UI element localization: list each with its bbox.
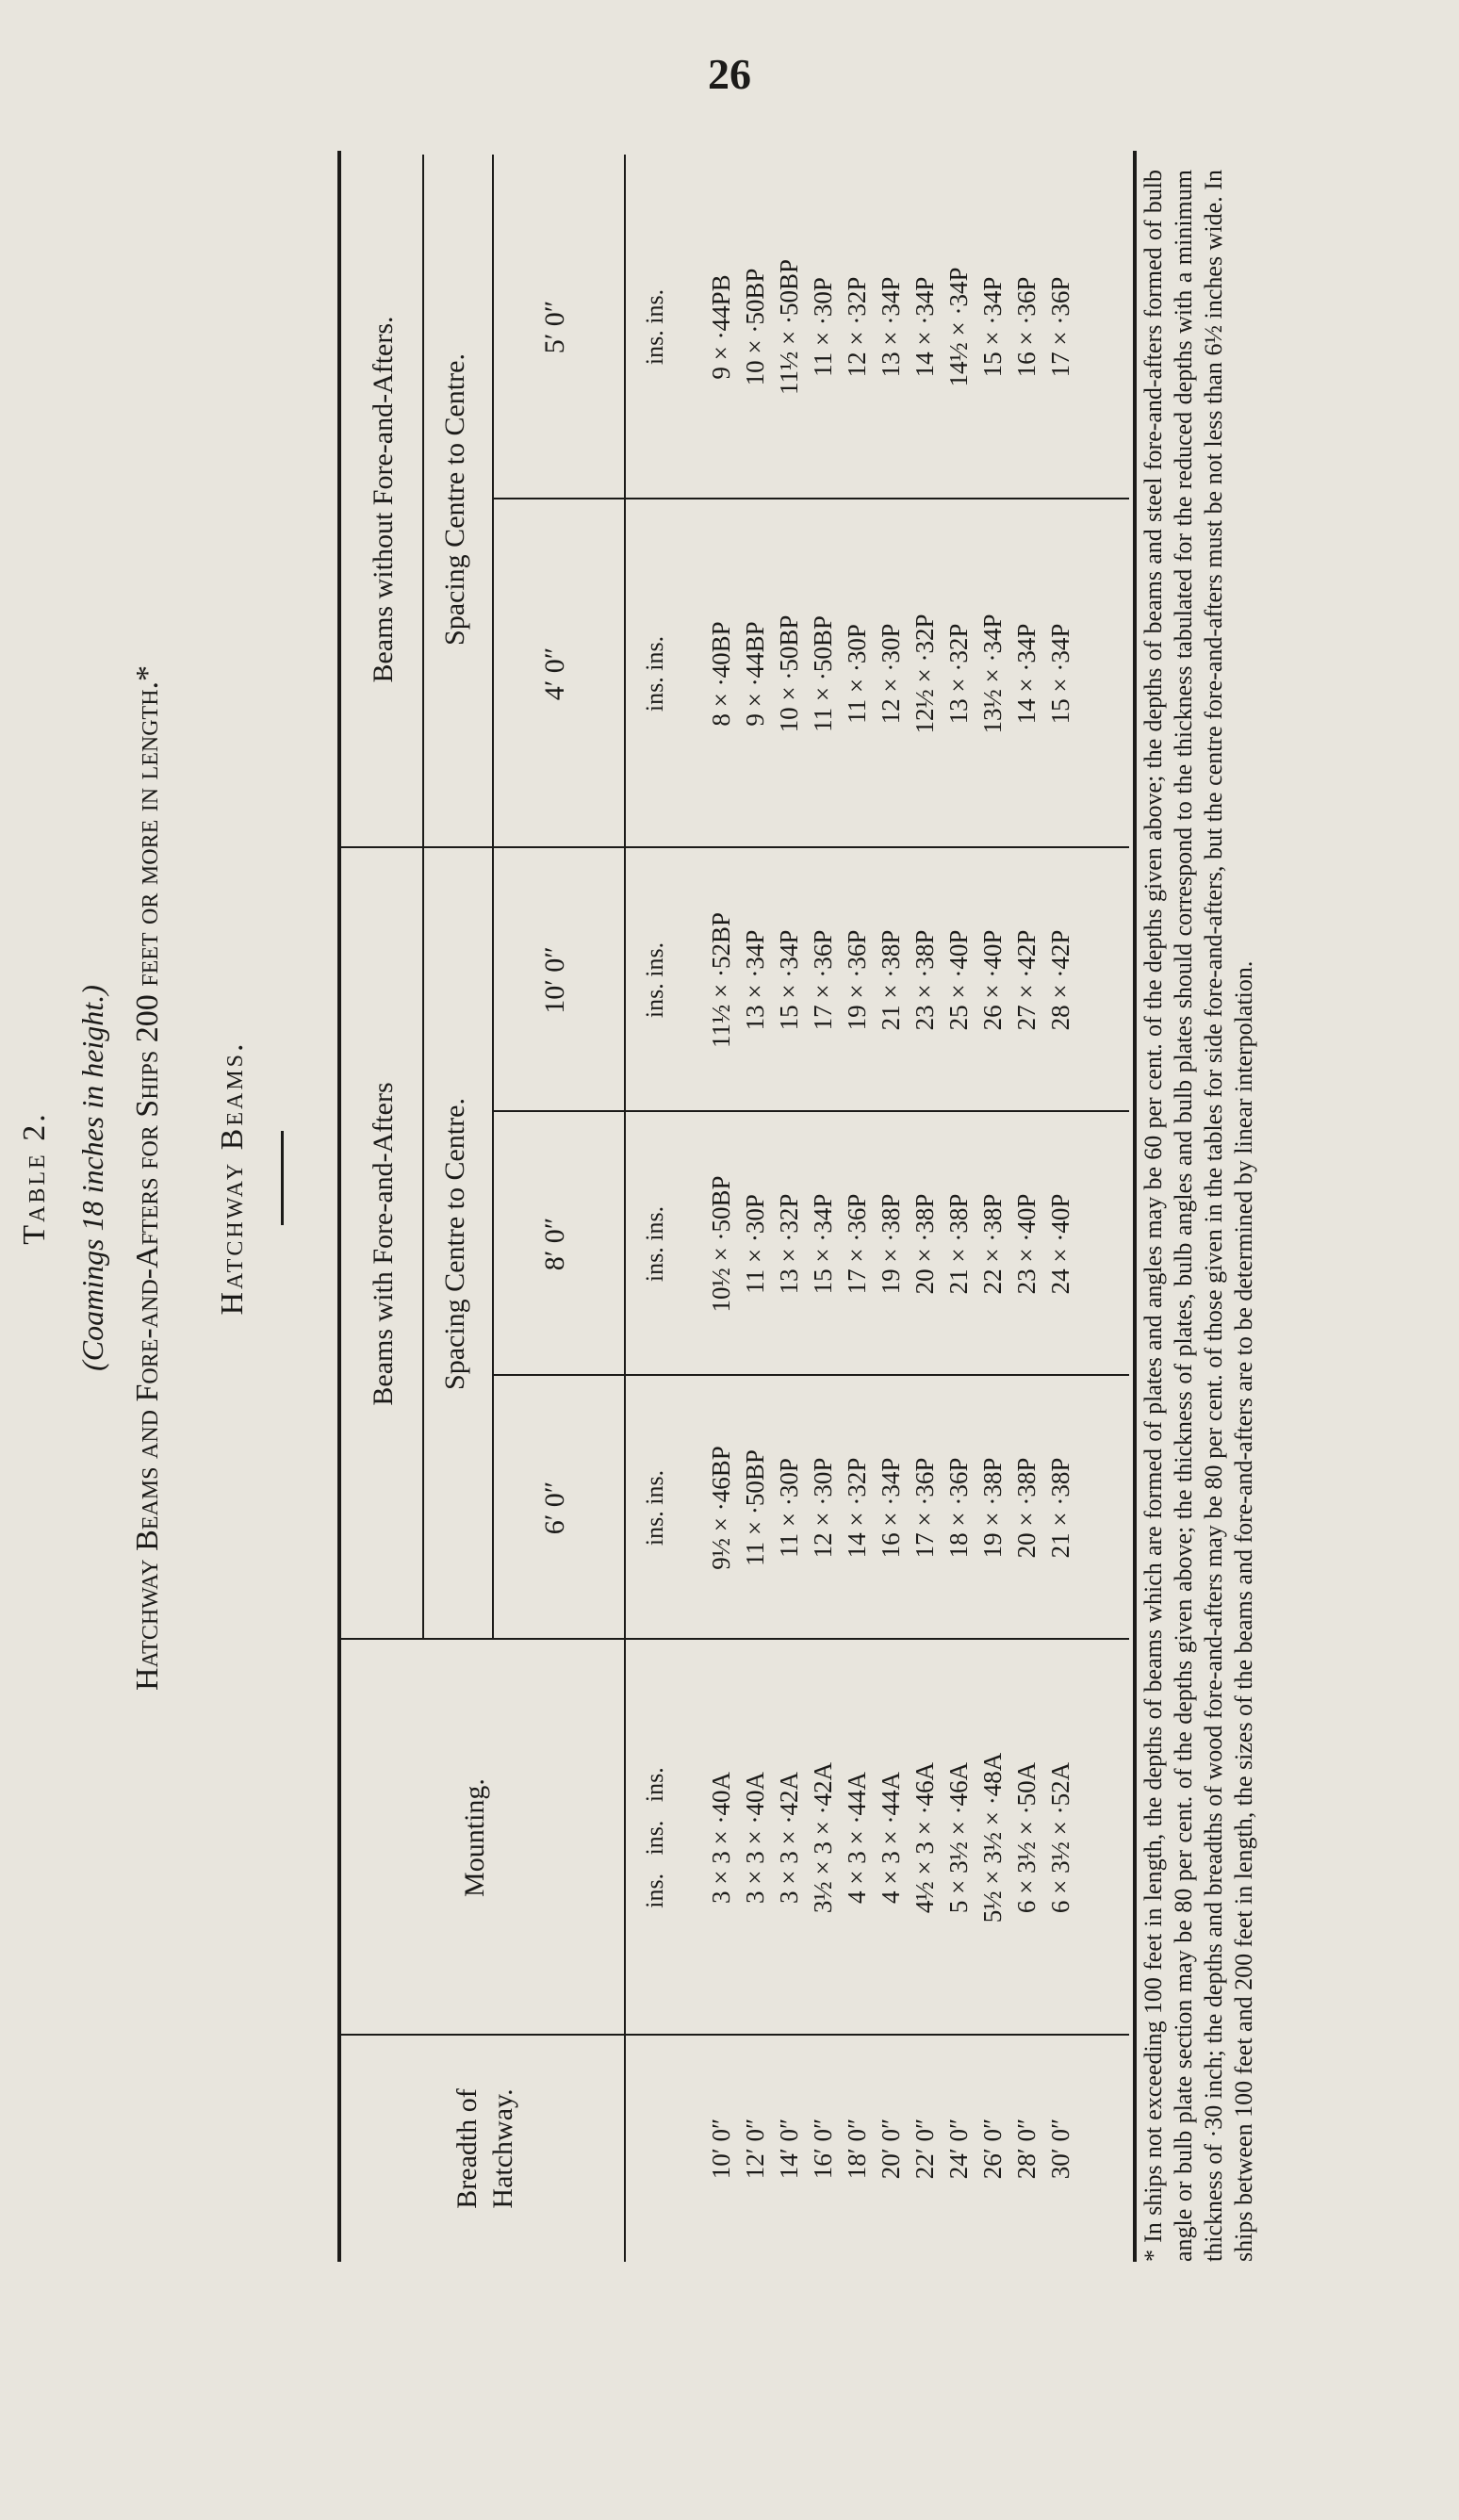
section-title: Hatchway Beams. bbox=[215, 1040, 250, 1316]
table-cell: 10 × ·50BP bbox=[741, 268, 769, 386]
table-cell: 12½ × ·32P bbox=[910, 614, 939, 734]
table-cell: 13½ × ·34P bbox=[978, 614, 1007, 734]
table-cell: 27 × ·42P bbox=[1012, 929, 1041, 1031]
page-number: 26 bbox=[708, 50, 751, 98]
table-cell: 6 × 3½ × ·52A bbox=[1046, 1761, 1074, 1914]
header-rule bbox=[422, 155, 424, 1640]
table-cell: 3½ × 3 × ·42A bbox=[809, 1761, 837, 1914]
table-cell: 21 × ·38P bbox=[877, 929, 905, 1031]
table-cell: 26′ 0″ bbox=[978, 2118, 1007, 2180]
table-cell: 20 × ·38P bbox=[910, 1193, 939, 1295]
spacing-10ft: 10′ 0″ bbox=[539, 946, 570, 1014]
table-cell: 12′ 0″ bbox=[741, 2118, 769, 2180]
footnote: * In ships not exceeding 100 feet in length, the depths of beams which are formed of plates and angles may be 60 per cent. of the depths given above; the depths of beams and steel fore-and-afters formed of bulb angle or bulb plate section may be 80 per cent. of the depths given above; the thickness of plates, bulb angles and bulb plates should correspond to the thickness tabulated for the reduced depths with a minimum thickness of ·30 inch; the depths and breadths of wood fore-and-afters may be 80 per cent. of those given in the tables for side fore-and-afters, but the centre fore-and-afters must be not less than 6½ inches wide. In ships between 100 feet and 200 feet in length, the sizes of the beams and fore-and-afters are to be determined by linear interpolation. bbox=[1139, 170, 1257, 2262]
table-cell: 11½ × ·50BP bbox=[775, 259, 803, 395]
table-cell: 16 × ·36P bbox=[1012, 276, 1041, 378]
table-cell: 24′ 0″ bbox=[944, 2118, 973, 2180]
mounting-header: Mounting. bbox=[459, 1778, 490, 1897]
table-cell: 12 × ·30P bbox=[809, 1457, 837, 1559]
table-label: Table 2. bbox=[17, 1111, 52, 1245]
with-fa-8ft-column bbox=[704, 1112, 1077, 1376]
table-cell: 19 × ·38P bbox=[978, 1457, 1007, 1559]
table-cell: 13 × ·34P bbox=[741, 929, 769, 1031]
table-cell: 3 × 3 × ·42A bbox=[775, 1772, 803, 1904]
spacing-4ft: 4′ 0″ bbox=[539, 646, 570, 701]
table-cell: 14 × ·34P bbox=[1012, 623, 1041, 725]
breadth-header: Breadth of Hatchway. bbox=[451, 2088, 518, 2209]
table-cell: 20′ 0″ bbox=[877, 2118, 905, 2180]
spacing-8ft: 8′ 0″ bbox=[539, 1217, 570, 1271]
section-rule bbox=[281, 1131, 284, 1225]
table-cell: 10 × ·50BP bbox=[775, 614, 803, 733]
table-cell: 14½ × ·34P bbox=[944, 267, 973, 387]
table-cell: 16 × ·34P bbox=[877, 1457, 905, 1559]
table-cell: 12 × ·30P bbox=[877, 623, 905, 725]
table-cell: 11 × ·30P bbox=[843, 624, 871, 724]
units-label: ins. ins. bbox=[641, 941, 668, 1019]
with-fa-6ft-column bbox=[704, 1376, 1077, 1640]
without-fa-4ft-column bbox=[704, 499, 1077, 848]
table-cell: 23 × ·40P bbox=[1012, 1193, 1041, 1295]
table-cell: 26 × ·40P bbox=[978, 929, 1007, 1031]
table-title: Hatchway Beams and Fore-and-Afters for Ships 200 feet or more in length.* bbox=[130, 664, 165, 1692]
rotated-page-content bbox=[8, 57, 1257, 2299]
with-fa-header: Beams with Fore-and-Afters bbox=[368, 1082, 399, 1406]
table-cell: 11 × ·30P bbox=[775, 1458, 803, 1558]
spacing-6ft: 6′ 0″ bbox=[539, 1481, 570, 1535]
table-cell: 12 × ·32P bbox=[843, 276, 871, 378]
table-cell: 3 × 3 × ·40A bbox=[707, 1772, 735, 1904]
table-cell: 28′ 0″ bbox=[1012, 2118, 1041, 2180]
table-cell: 21 × ·38P bbox=[1046, 1457, 1074, 1559]
units-label: ins. ins. ins. bbox=[641, 1767, 668, 1908]
table-cell: 18′ 0″ bbox=[843, 2118, 871, 2180]
breadth-column bbox=[704, 2036, 1077, 2262]
table-cell: 9 × ·44PB bbox=[707, 274, 735, 380]
table-cell: 6 × 3½ × ·50A bbox=[1012, 1761, 1041, 1914]
table-cell: 11½ × ·52BP bbox=[707, 912, 735, 1048]
table-cell: 4½ × 3 × ·46A bbox=[910, 1761, 939, 1914]
spacing-header: Spacing Centre to Centre. bbox=[439, 1098, 470, 1390]
table-cell: 18 × ·36P bbox=[944, 1457, 973, 1559]
table-cell: 8 × ·40BP bbox=[707, 621, 735, 727]
without-fa-header: Beams without Fore-and-Afters. bbox=[368, 316, 399, 683]
table-cell: 22 × ·38P bbox=[978, 1193, 1007, 1295]
units-label: ins. ins. bbox=[641, 288, 668, 366]
units-label: ins. ins. bbox=[641, 1205, 668, 1283]
table-cell: 14 × ·34P bbox=[910, 276, 939, 378]
table-cell: 4 × 3 × ·44A bbox=[843, 1772, 871, 1904]
table-cell: 15 × ·34P bbox=[809, 1193, 837, 1295]
mounting-column bbox=[704, 1640, 1077, 2036]
table-cell: 23 × ·38P bbox=[910, 929, 939, 1031]
header-bottom-rule bbox=[624, 155, 626, 2262]
with-fa-10ft-column bbox=[704, 848, 1077, 1112]
table-cell: 22′ 0″ bbox=[910, 2118, 939, 2180]
table-cell: 10½ × ·50BP bbox=[707, 1175, 735, 1313]
hatchway-beams-table bbox=[337, 151, 1137, 2262]
table-cell: 19 × ·36P bbox=[843, 929, 871, 1031]
table-cell: 17 × ·36P bbox=[910, 1457, 939, 1559]
table-cell: 5 × 3½ × ·46A bbox=[944, 1761, 973, 1914]
table-cell: 10′ 0″ bbox=[707, 2118, 735, 2180]
table-cell: 4 × 3 × ·44A bbox=[877, 1772, 905, 1904]
table-subtitle: (Coamings 18 inches in height.) bbox=[75, 985, 109, 1371]
table-cell: 25 × ·40P bbox=[944, 929, 973, 1031]
table-cell: 15 × ·34P bbox=[775, 929, 803, 1031]
without-fa-5ft-column bbox=[704, 155, 1077, 499]
units-label: ins. ins. bbox=[641, 1469, 668, 1546]
table-cell: 24 × ·40P bbox=[1046, 1193, 1074, 1295]
header-rule bbox=[492, 155, 494, 1640]
table-cell: 13 × ·34P bbox=[877, 276, 905, 378]
table-cell: 17 × ·36P bbox=[843, 1193, 871, 1295]
table-cell: 13 × ·32P bbox=[775, 1193, 803, 1295]
table-cell: 17 × ·36P bbox=[1046, 276, 1074, 378]
table-cell: 9½ × ·46BP bbox=[707, 1446, 735, 1570]
table-cell: 28 × ·42P bbox=[1046, 929, 1074, 1031]
table-cell: 5½ × 3½ × ·48A bbox=[978, 1752, 1007, 1923]
spacing-5ft: 5′ 0″ bbox=[539, 300, 570, 354]
table-cell: 15 × ·34P bbox=[978, 276, 1007, 378]
spacing-header: Spacing Centre to Centre. bbox=[439, 353, 470, 646]
table-cell: 19 × ·38P bbox=[877, 1193, 905, 1295]
table-cell: 14 × ·32P bbox=[843, 1457, 871, 1559]
table-cell: 11 × ·30P bbox=[741, 1194, 769, 1294]
table-cell: 15 × ·34P bbox=[1046, 623, 1074, 725]
table-cell: 11 × ·30P bbox=[809, 277, 837, 377]
table-cell: 3 × 3 × ·40A bbox=[741, 1772, 769, 1904]
table-cell: 30′ 0″ bbox=[1046, 2118, 1074, 2180]
units-label: ins. ins. bbox=[641, 635, 668, 712]
table-cell: 20 × ·38P bbox=[1012, 1457, 1041, 1559]
table-cell: 13 × ·32P bbox=[944, 623, 973, 725]
table-cell: 17 × ·36P bbox=[809, 929, 837, 1031]
table-cell: 21 × ·38P bbox=[944, 1193, 973, 1295]
table-cell: 16′ 0″ bbox=[809, 2118, 837, 2180]
table-cell: 11 × ·50BP bbox=[741, 1449, 769, 1566]
table-cell: 11 × ·50BP bbox=[809, 615, 837, 732]
table-cell: 14′ 0″ bbox=[775, 2118, 803, 2180]
table-cell: 9 × ·44BP bbox=[741, 621, 769, 727]
